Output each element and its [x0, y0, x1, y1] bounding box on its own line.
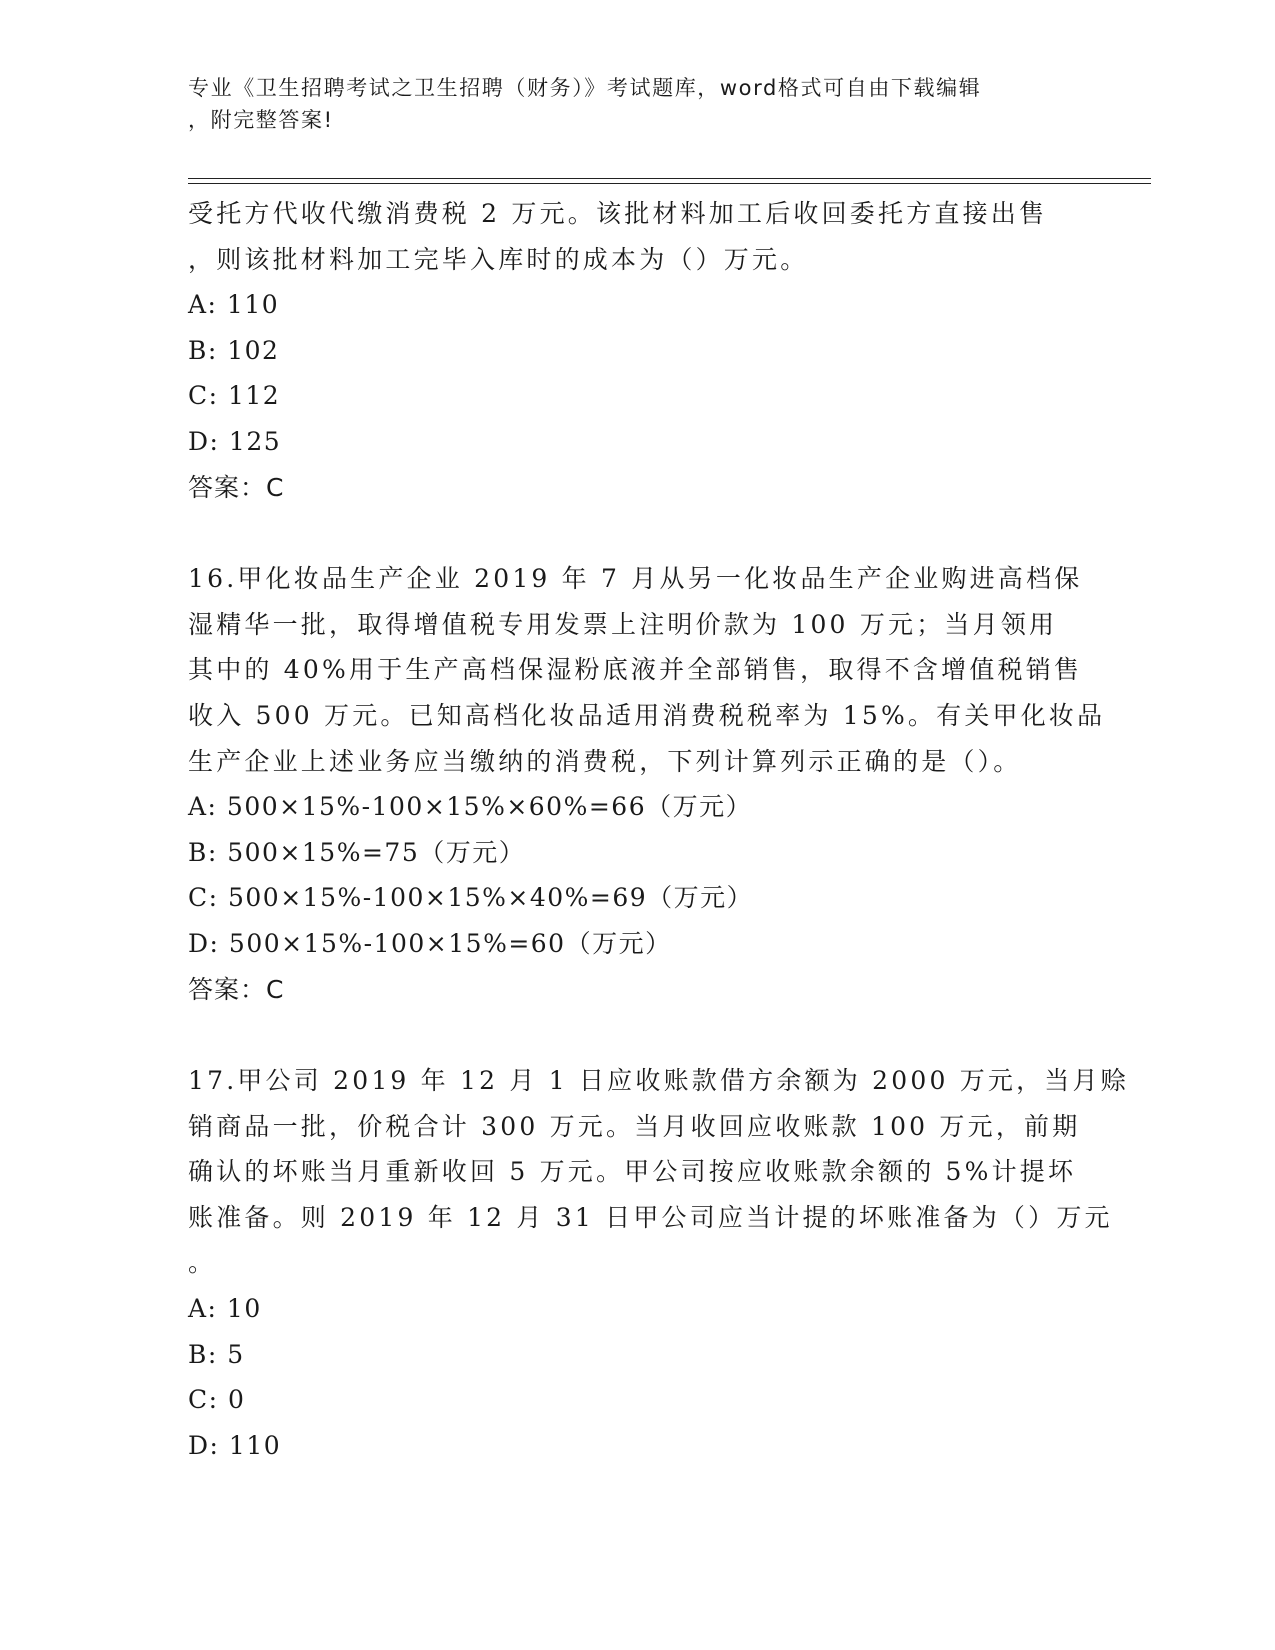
question-block — [188, 556, 1106, 1012]
question-line: 销商品一批，价税合计 300 万元。当月收回应收账款 100 万元，前期 — [188, 1111, 1081, 1141]
option-d: D: 110 — [188, 1430, 282, 1460]
question-line: 湿精华一批，取得增值税专用发票上注明价款为 100 万元；当月领用 — [188, 609, 1058, 639]
option-a: A: 110 — [188, 290, 280, 320]
option-b: B: 5 — [188, 1339, 245, 1369]
question-line: 收入 500 万元。已知高档化妆品适用消费税税率为 15%。有关甲化妆品 — [188, 700, 1106, 730]
option-b: B: 500×15%=75（万元） — [188, 837, 526, 867]
option-c: C: 0 — [188, 1385, 246, 1415]
question-list — [188, 191, 1129, 1468]
question-line: 17.甲公司 2019 年 12 月 1 日应收账款借方余额为 2000 万元，当月赊 — [188, 1066, 1129, 1096]
question-line: ，则该批材料加工完毕入库时的成本为（）万元。 — [188, 244, 809, 274]
option-a: A: 10 — [188, 1294, 262, 1324]
question-line: 16.甲化妆品生产企业 2019 年 7 月从另一化妆品生产企业购进高档保 — [188, 564, 1083, 594]
option-d: D: 500×15%-100×15%=60（万元） — [188, 928, 672, 958]
option-a: A: 500×15%-100×15%×60%=66（万元） — [188, 792, 753, 822]
option-b: B: 102 — [188, 335, 280, 365]
question-text — [188, 191, 1088, 282]
document-header — [188, 72, 1068, 136]
answer-line: 答案：C — [188, 472, 285, 502]
question-line: 。 — [188, 1248, 217, 1278]
option-c: C: 112 — [188, 381, 281, 411]
option-c: C: 500×15%-100×15%×40%=69（万元） — [188, 883, 754, 913]
question-line: 其中的 40%用于生产高档保湿粉底液并全部销售，取得不含增值税销售 — [188, 655, 1083, 685]
question-text — [188, 1058, 1129, 1286]
option-d: D: 125 — [188, 426, 282, 456]
header-title-line-1: 专业《卫生招聘考试之卫生招聘（财务）》考试题库，word格式可自由下载编辑 — [188, 76, 982, 100]
header-title-line-2: ，附完整答案! — [188, 108, 334, 132]
question-text — [188, 556, 1106, 784]
question-block — [188, 1058, 1129, 1468]
question-line: 账准备。则 2019 年 12 月 31 日甲公司应当计提的坏账准备为（）万元 — [188, 1202, 1113, 1232]
question-line: 生产企业上述业务应当缴纳的消费税，下列计算列示正确的是（）。 — [188, 746, 1022, 776]
answer-line: 答案：C — [188, 974, 285, 1004]
header-divider-bottom — [188, 183, 1151, 184]
header-divider-top — [188, 178, 1151, 179]
question-line: 确认的坏账当月重新收回 5 万元。甲公司按应收账款余额的 5%计提坏 — [188, 1157, 1077, 1187]
question-spacer — [188, 1012, 1088, 1058]
question-line: 受托方代收代缴消费税 2 万元。该批材料加工后收回委托方直接出售 — [188, 199, 1048, 228]
question-block — [188, 191, 1088, 510]
question-spacer — [188, 510, 1088, 556]
